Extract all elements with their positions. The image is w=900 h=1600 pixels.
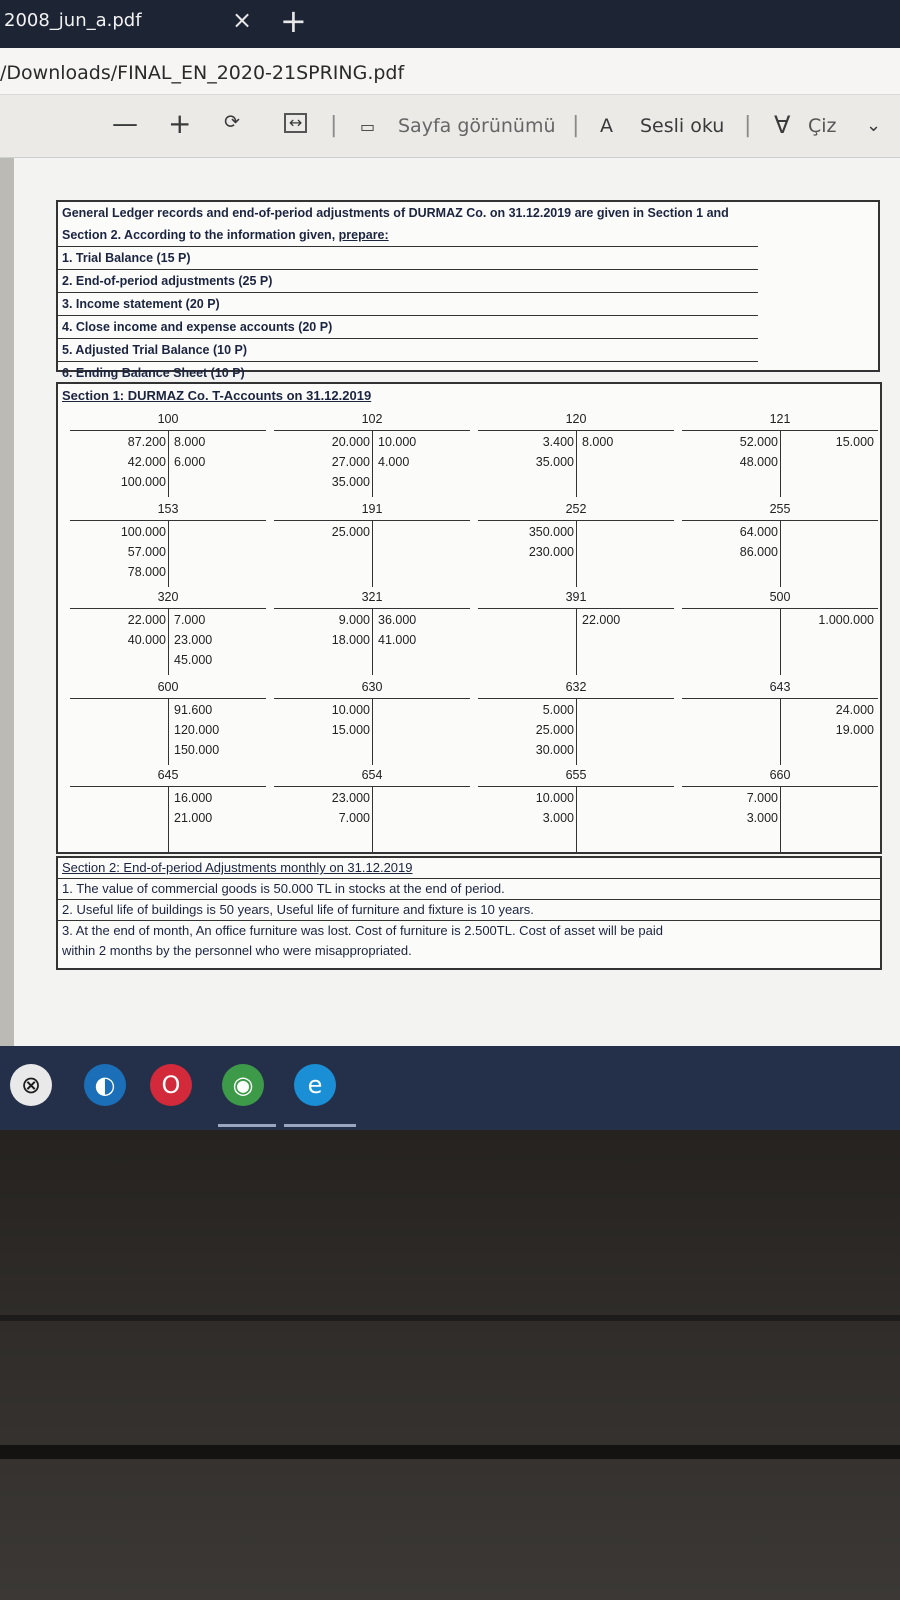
t-account-vline [576, 609, 577, 675]
debit-side [121, 522, 166, 582]
debit-amount: 3.000 [542, 811, 574, 825]
draw-button[interactable]: Çiz [808, 115, 837, 137]
debit-amount: 35.000 [535, 455, 574, 469]
t-account-100 [70, 412, 266, 498]
debit-amount: 25.000 [535, 723, 574, 737]
task-item: 2. End-of-period adjustments (25 P) [58, 270, 758, 293]
page-view-icon[interactable]: ▭ [360, 117, 376, 136]
credit-side [174, 610, 212, 670]
t-account-321 [274, 590, 470, 676]
debit-amount: 100.000 [120, 475, 166, 489]
edge-icon[interactable]: e [294, 1064, 336, 1106]
t-account-vline [372, 431, 373, 497]
t-account-vline [168, 699, 169, 765]
debit-amount: 7.000 [338, 811, 370, 825]
instructions-line [58, 224, 758, 247]
debit-amount: 350.000 [528, 525, 574, 539]
credit-amount: 16.000 [174, 791, 213, 805]
t-account-vline [780, 609, 781, 675]
credit-side [836, 432, 874, 452]
draw-icon[interactable]: ∀ [774, 111, 791, 139]
debit-amount: 230.000 [528, 545, 574, 559]
t-account-vline [780, 699, 781, 765]
address-bar[interactable] [0, 48, 900, 95]
bezel-edge [0, 1315, 900, 1321]
debit-amount: 9.000 [338, 613, 370, 627]
opera-icon[interactable]: O [150, 1064, 192, 1106]
debit-side [529, 522, 574, 562]
adjustment-item: 2. Useful life of buildings is 50 years, Useful life of furniture and fixture is 10 years. [58, 900, 880, 921]
pdf-toolbar [0, 95, 900, 158]
credit-side [174, 432, 205, 472]
t-account-vline [168, 431, 169, 497]
account-number: 100 [157, 412, 179, 426]
t-account-vline [780, 431, 781, 497]
account-number: 191 [361, 502, 383, 516]
t-account-660 [682, 768, 878, 854]
t-account-630 [274, 680, 470, 766]
account-number: 500 [769, 590, 791, 604]
debit-side [536, 788, 574, 828]
task-item: 1. Trial Balance (15 P) [58, 247, 758, 270]
t-account-655 [478, 768, 674, 854]
credit-side [378, 610, 416, 650]
instructions-text: Section 2. According to the information given, [62, 228, 339, 242]
adjustment-item: 1. The value of commercial goods is 50.000 TL in stocks at the end of period. [58, 879, 880, 900]
debit-amount: 87.200 [127, 435, 166, 449]
debit-side [747, 788, 778, 828]
credit-amount: 10.000 [378, 435, 417, 449]
credit-amount: 15.000 [835, 435, 874, 449]
debit-side [332, 522, 370, 542]
read-aloud-button[interactable]: Sesli oku [640, 115, 725, 137]
account-number: 391 [565, 590, 587, 604]
task-item: 3. Income statement (20 P) [58, 293, 758, 316]
credit-amount: 1.000.000 [818, 613, 874, 627]
debit-side [536, 432, 574, 472]
account-number: 632 [565, 680, 587, 694]
debit-amount: 100.000 [120, 525, 166, 539]
account-number: 121 [769, 412, 791, 426]
debit-amount: 3.400 [542, 435, 574, 449]
account-number: 153 [157, 502, 179, 516]
credit-amount: 21.000 [174, 811, 213, 825]
credit-amount: 22.000 [582, 613, 621, 627]
task-item: 5. Adjusted Trial Balance (10 P) [58, 339, 758, 362]
t-account-vline [576, 787, 577, 853]
credit-side [818, 610, 874, 630]
t-account-vline [576, 699, 577, 765]
new-tab-icon[interactable]: + [280, 2, 307, 40]
account-number: 630 [361, 680, 383, 694]
t-account-vline [372, 609, 373, 675]
credit-amount: 6.000 [174, 455, 206, 469]
viewer-side-strip [0, 158, 14, 1046]
running-indicator [284, 1124, 356, 1127]
debit-amount: 15.000 [331, 723, 370, 737]
pdf-page [14, 158, 900, 1046]
credit-amount: 91.600 [174, 703, 213, 717]
credit-amount: 41.000 [378, 633, 417, 647]
tab-title[interactable]: 2008_jun_a.pdf [4, 10, 142, 31]
t-account-654 [274, 768, 470, 854]
credit-amount: 45.000 [174, 653, 213, 667]
tab-close-icon[interactable]: × [232, 6, 253, 34]
instructions-line: General Ledger records and end-of-period adjustments of DURMAZ Co. on 31.12.2019 are given in Section 1 and [62, 206, 729, 220]
debit-amount: 25.000 [331, 525, 370, 539]
credit-amount: 150.000 [174, 743, 220, 757]
windows-taskbar [0, 1046, 900, 1130]
t-account-320 [70, 590, 266, 676]
adjustments-section [56, 856, 882, 970]
debit-amount: 64.000 [739, 525, 778, 539]
account-number: 320 [157, 590, 179, 604]
credit-amount: 7.000 [174, 613, 206, 627]
debit-amount: 10.000 [331, 703, 370, 717]
t-account-vline [168, 787, 169, 853]
credit-side [582, 432, 613, 452]
section1-title: Section 1: DURMAZ Co. T-Accounts on 31.12.2019 [62, 388, 372, 403]
read-aloud-icon[interactable]: A [600, 115, 613, 137]
t-account-vline [780, 521, 781, 587]
section2-title: Section 2: End-of-period Adjustments monthly on 31.12.2019 [58, 858, 880, 879]
debit-amount: 52.000 [739, 435, 778, 449]
toolbar-separator: | [330, 113, 338, 138]
toolbar-separator: | [572, 113, 580, 138]
credit-amount: 8.000 [582, 435, 614, 449]
credit-amount: 4.000 [378, 455, 410, 469]
debit-amount: 3.000 [746, 811, 778, 825]
account-number: 655 [565, 768, 587, 782]
credit-amount: 23.000 [174, 633, 213, 647]
t-account-vline [780, 787, 781, 853]
account-number: 660 [769, 768, 791, 782]
chevron-down-icon[interactable]: ⌄ [866, 115, 882, 136]
t-account-391 [478, 590, 674, 676]
debit-amount: 7.000 [746, 791, 778, 805]
credit-amount: 19.000 [835, 723, 874, 737]
credit-side [836, 700, 874, 740]
debit-side [121, 432, 166, 492]
zoom-out-icon[interactable]: — [112, 109, 138, 139]
credit-side [378, 432, 416, 472]
debit-amount: 30.000 [535, 743, 574, 757]
debit-side [332, 432, 370, 492]
page-view-button[interactable]: Sayfa görünümü [398, 115, 556, 137]
t-account-vline [372, 699, 373, 765]
debit-amount: 22.000 [127, 613, 166, 627]
t-account-252 [478, 502, 674, 588]
debit-side [536, 700, 574, 760]
debit-amount: 57.000 [127, 545, 166, 559]
running-indicator [218, 1124, 276, 1127]
debit-amount: 86.000 [739, 545, 778, 559]
credit-side [174, 788, 212, 828]
debit-amount: 40.000 [127, 633, 166, 647]
chrome-icon[interactable]: ◉ [222, 1064, 264, 1106]
account-number: 600 [157, 680, 179, 694]
task-item: 4. Close income and expense accounts (20 P) [58, 316, 758, 339]
debit-amount: 35.000 [331, 475, 370, 489]
t-account-102 [274, 412, 470, 498]
address-url[interactable]: /Downloads/FINAL_EN_2020-21SPRING.pdf [0, 62, 405, 84]
debit-amount: 48.000 [739, 455, 778, 469]
zoom-in-icon[interactable]: + [168, 107, 192, 140]
debit-amount: 18.000 [331, 633, 370, 647]
account-number: 643 [769, 680, 791, 694]
account-number: 120 [565, 412, 587, 426]
debit-amount: 78.000 [127, 565, 166, 579]
laptop-bezel [0, 1130, 900, 1600]
account-number: 252 [565, 502, 587, 516]
debit-side [128, 610, 166, 650]
debit-side [332, 700, 370, 740]
t-account-120 [478, 412, 674, 498]
t-account-600 [70, 680, 266, 766]
adjustment-item: within 2 months by the personnel who were misappropriated. [62, 943, 412, 958]
steam-icon[interactable]: ◐ [84, 1064, 126, 1106]
t-account-121 [682, 412, 878, 498]
t-account-255 [682, 502, 878, 588]
account-number: 645 [157, 768, 179, 782]
t-account-191 [274, 502, 470, 588]
browser-tab-bar [0, 0, 900, 48]
debit-side [332, 610, 370, 650]
debit-side [740, 432, 778, 472]
credit-amount: 36.000 [378, 613, 417, 627]
xbox-icon[interactable]: ⊗ [10, 1064, 52, 1106]
t-account-vline [576, 521, 577, 587]
t-account-vline [168, 609, 169, 675]
debit-amount: 20.000 [331, 435, 370, 449]
credit-amount: 120.000 [174, 723, 220, 737]
account-number: 321 [361, 590, 383, 604]
debit-amount: 42.000 [127, 455, 166, 469]
debit-side [332, 788, 370, 828]
account-number: 102 [361, 412, 383, 426]
debit-amount: 23.000 [331, 791, 370, 805]
credit-amount: 8.000 [174, 435, 206, 449]
account-number: 654 [361, 768, 383, 782]
keyboard-edge [0, 1445, 900, 1459]
t-account-645 [70, 768, 266, 854]
rotate-icon[interactable]: ⟳ [224, 111, 240, 133]
debit-amount: 27.000 [331, 455, 370, 469]
debit-amount: 5.000 [542, 703, 574, 717]
debit-amount: 10.000 [535, 791, 574, 805]
t-account-643 [682, 680, 878, 766]
prepare-label: prepare: [338, 228, 389, 242]
debit-side [740, 522, 778, 562]
t-account-153 [70, 502, 266, 588]
t-account-vline [168, 521, 169, 587]
credit-side [174, 700, 219, 760]
adjustment-item: 3. At the end of month, An office furniture was lost. Cost of furniture is 2.500TL. Cost of asset will be paid [62, 923, 663, 938]
instructions-box [56, 200, 880, 380]
credit-amount: 24.000 [835, 703, 874, 717]
account-number: 255 [769, 502, 791, 516]
t-account-vline [576, 431, 577, 497]
fit-page-icon[interactable]: ↔ [284, 113, 307, 133]
toolbar-separator: | [744, 113, 752, 138]
t-account-632 [478, 680, 674, 766]
t-accounts-section [56, 382, 882, 854]
t-account-500 [682, 590, 878, 676]
task-item: 6. Ending Balance Sheet (10 P) [62, 366, 245, 380]
t-account-vline [372, 787, 373, 853]
credit-side [582, 610, 620, 630]
t-account-vline [372, 521, 373, 587]
